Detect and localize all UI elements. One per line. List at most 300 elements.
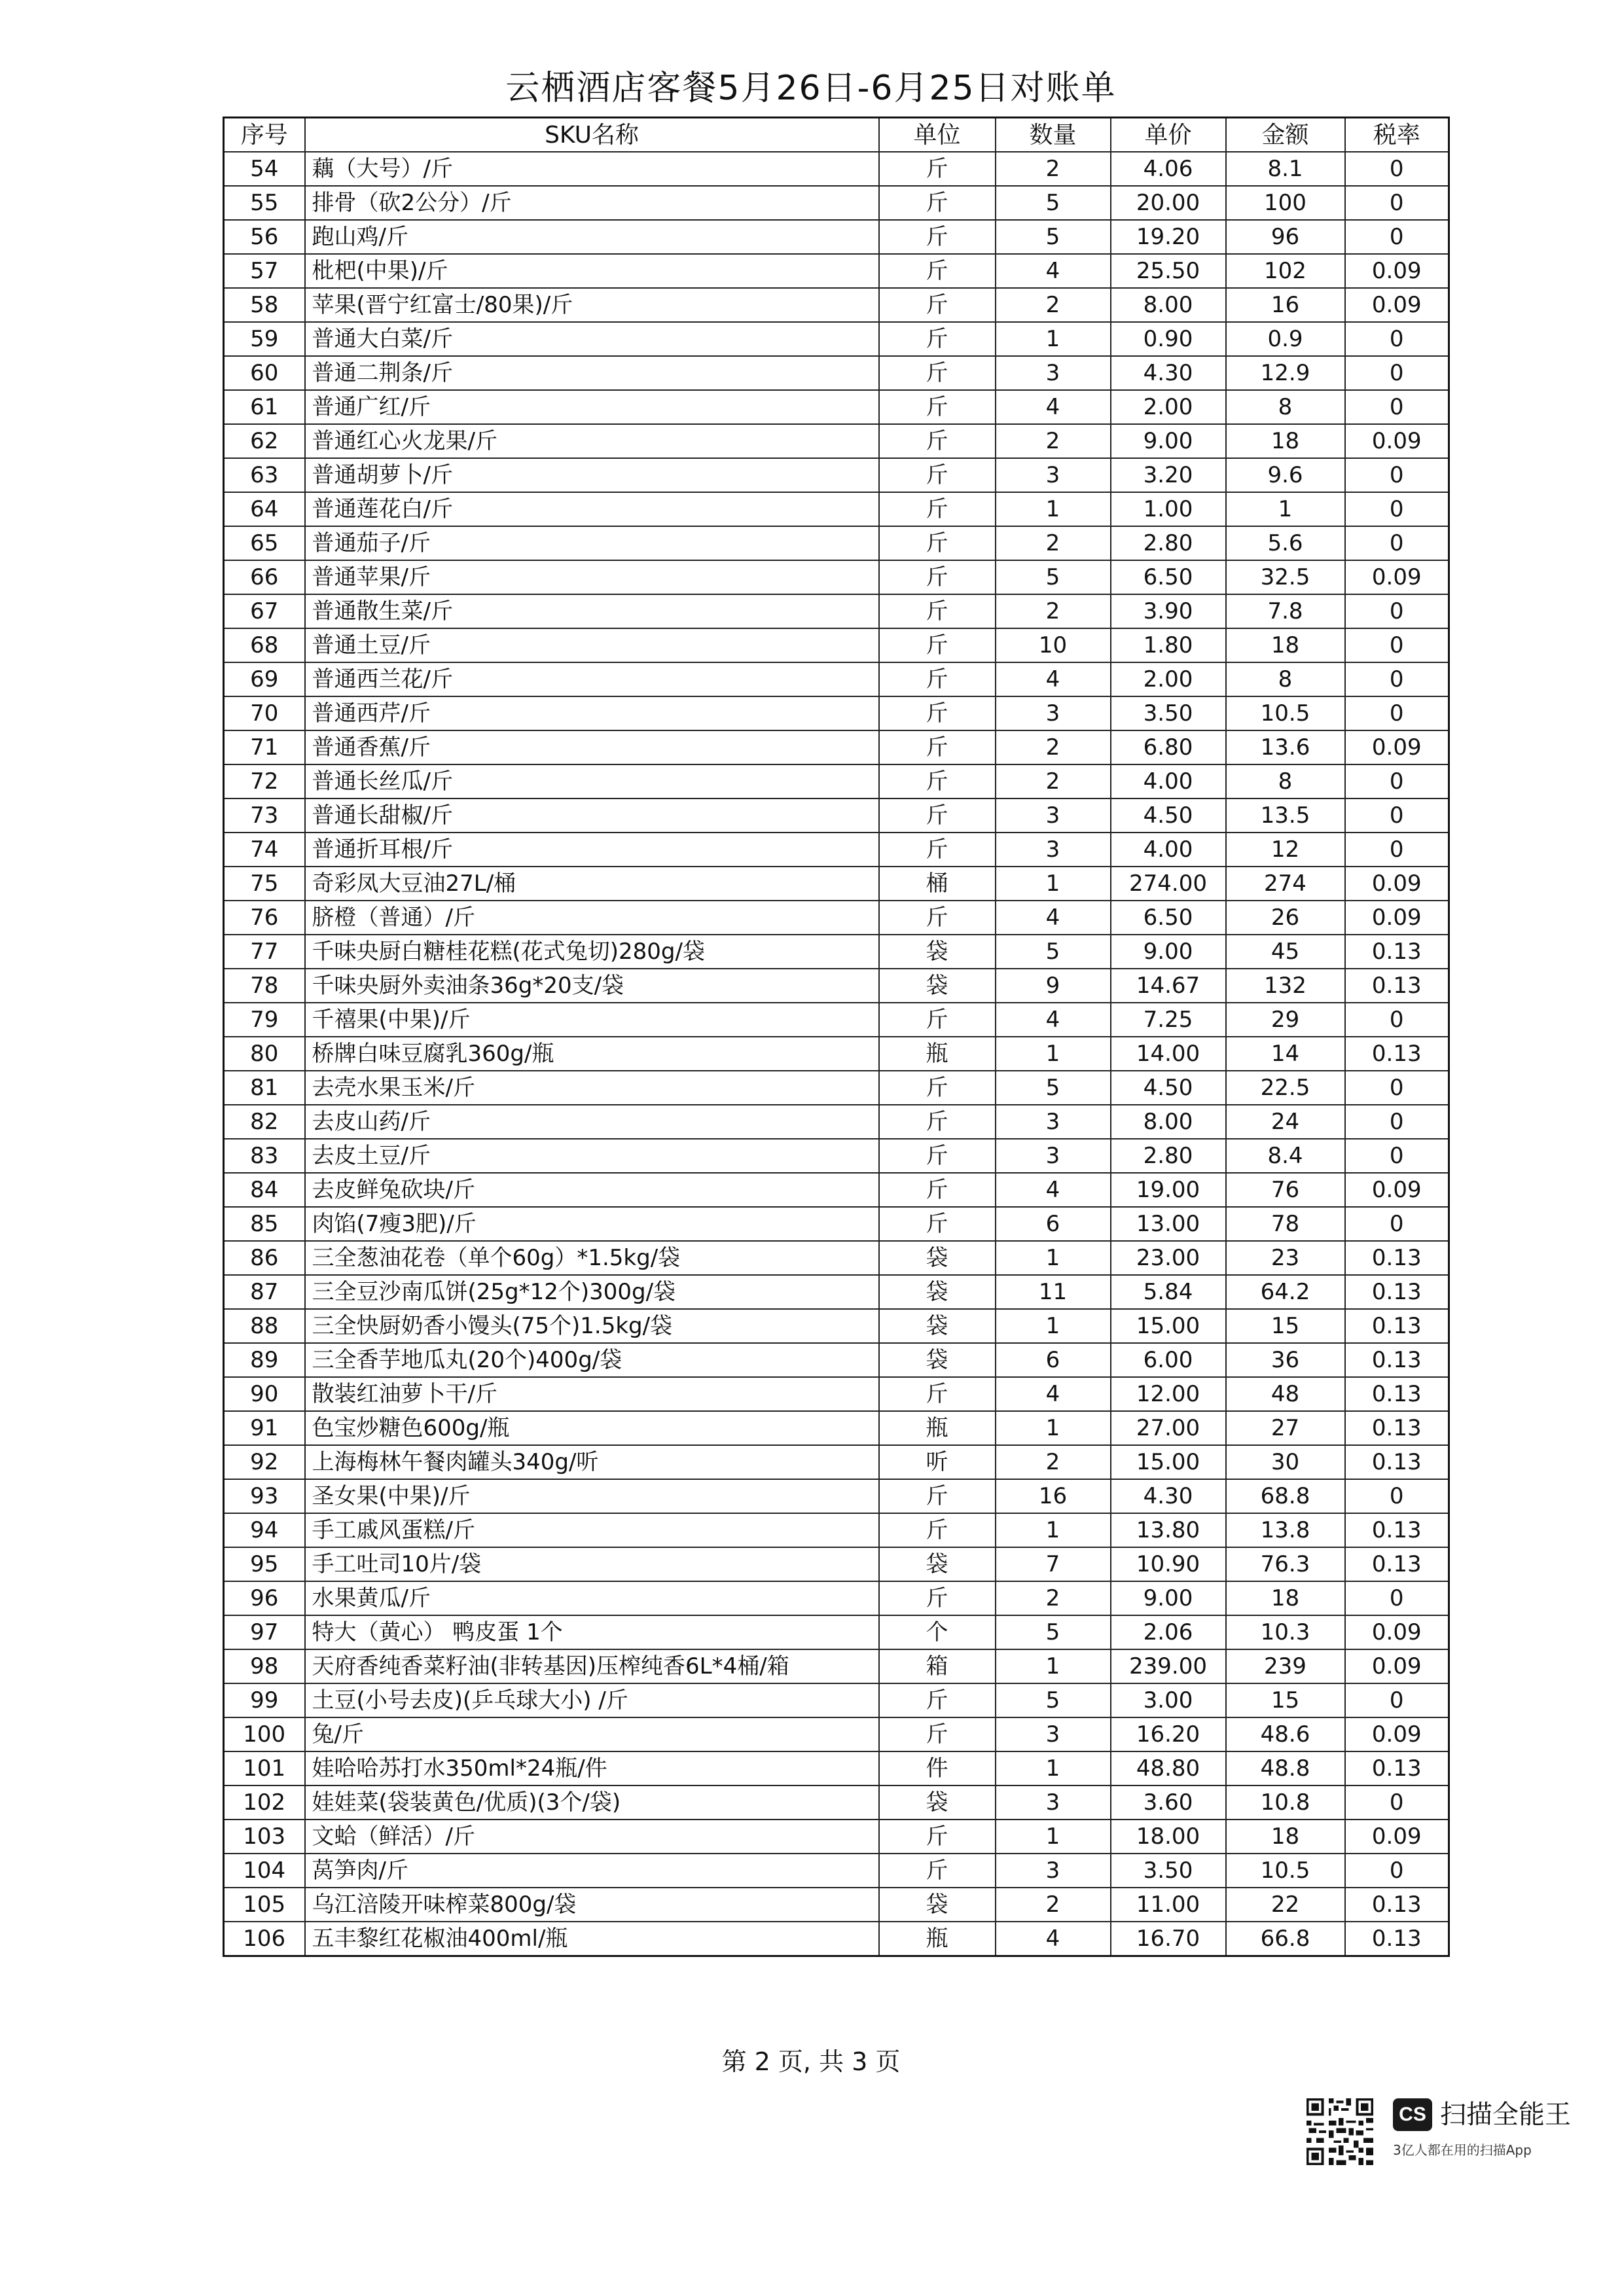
unit-price-cell: 4.30 bbox=[1111, 356, 1226, 390]
tax-rate-cell: 0 bbox=[1345, 152, 1449, 186]
amount-cell: 13.8 bbox=[1226, 1513, 1345, 1547]
unit-cell: 瓶 bbox=[879, 1411, 996, 1445]
quantity-cell: 4 bbox=[996, 662, 1111, 696]
amount-cell: 78 bbox=[1226, 1207, 1345, 1241]
tax-rate-cell: 0.09 bbox=[1345, 560, 1449, 594]
amount-cell: 76.3 bbox=[1226, 1547, 1345, 1581]
unit-cell: 件 bbox=[879, 1751, 996, 1785]
tax-rate-cell: 0.09 bbox=[1345, 1820, 1449, 1854]
quantity-cell: 4 bbox=[996, 254, 1111, 288]
quantity-cell: 1 bbox=[996, 867, 1111, 901]
quantity-cell: 1 bbox=[996, 1513, 1111, 1547]
table-row bbox=[224, 1139, 1449, 1173]
unit-price-cell: 2.80 bbox=[1111, 526, 1226, 560]
amount-cell: 239 bbox=[1226, 1649, 1345, 1683]
table-row bbox=[224, 254, 1449, 288]
amount-cell: 45 bbox=[1226, 935, 1345, 969]
unit-cell: 斤 bbox=[879, 220, 996, 254]
amount-cell: 10.5 bbox=[1226, 696, 1345, 730]
row-index-cell: 57 bbox=[224, 254, 305, 288]
amount-cell: 18 bbox=[1226, 424, 1345, 458]
unit-price-cell: 7.25 bbox=[1111, 1003, 1226, 1037]
quantity-cell: 2 bbox=[996, 152, 1111, 186]
sku-name-cell: 五丰黎红花椒油400ml/瓶 bbox=[305, 1922, 879, 1956]
row-index-cell: 66 bbox=[224, 560, 305, 594]
unit-price-cell: 274.00 bbox=[1111, 867, 1226, 901]
unit-price-cell: 3.50 bbox=[1111, 1854, 1226, 1888]
unit-price-cell: 6.50 bbox=[1111, 901, 1226, 935]
table-row bbox=[224, 1513, 1449, 1547]
amount-cell: 132 bbox=[1226, 969, 1345, 1003]
unit-cell: 斤 bbox=[879, 594, 996, 628]
unit-price-cell: 10.90 bbox=[1111, 1547, 1226, 1581]
table-row bbox=[224, 1888, 1449, 1922]
amount-cell: 9.6 bbox=[1226, 458, 1345, 492]
quantity-cell: 7 bbox=[996, 1547, 1111, 1581]
row-index-cell: 65 bbox=[224, 526, 305, 560]
sku-name-cell: 圣女果(中果)/斤 bbox=[305, 1479, 879, 1513]
unit-price-cell: 19.00 bbox=[1111, 1173, 1226, 1207]
amount-cell: 22 bbox=[1226, 1888, 1345, 1922]
row-index-cell: 84 bbox=[224, 1173, 305, 1207]
row-index-cell: 62 bbox=[224, 424, 305, 458]
amount-cell: 100 bbox=[1226, 186, 1345, 220]
quantity-cell: 3 bbox=[996, 1105, 1111, 1139]
sku-name-cell: 千味央厨白糖桂花糕(花式兔切)280g/袋 bbox=[305, 935, 879, 969]
sku-name-cell: 天府香纯香菜籽油(非转基因)压榨纯香6L*4桶/箱 bbox=[305, 1649, 879, 1683]
amount-cell: 96 bbox=[1226, 220, 1345, 254]
row-index-cell: 96 bbox=[224, 1581, 305, 1615]
unit-price-cell: 6.00 bbox=[1111, 1343, 1226, 1377]
row-index-cell: 58 bbox=[224, 288, 305, 322]
row-index-cell: 79 bbox=[224, 1003, 305, 1037]
quantity-cell: 5 bbox=[996, 935, 1111, 969]
unit-price-cell: 11.00 bbox=[1111, 1888, 1226, 1922]
sku-name-cell: 三全香芋地瓜丸(20个)400g/袋 bbox=[305, 1343, 879, 1377]
table-row bbox=[224, 526, 1449, 560]
sku-name-cell: 藕（大号）/斤 bbox=[305, 152, 879, 186]
table-row bbox=[224, 935, 1449, 969]
sku-name-cell: 千味央厨外卖油条36g*20支/袋 bbox=[305, 969, 879, 1003]
quantity-cell: 6 bbox=[996, 1207, 1111, 1241]
row-index-cell: 71 bbox=[224, 730, 305, 764]
tax-rate-cell: 0.13 bbox=[1345, 1241, 1449, 1275]
column-header-price: 单价 bbox=[1111, 118, 1226, 152]
sku-name-cell: 肉馅(7瘦3肥)/斤 bbox=[305, 1207, 879, 1241]
table-row bbox=[224, 1309, 1449, 1343]
row-index-cell: 74 bbox=[224, 833, 305, 867]
sku-name-cell: 土豆(小号去皮)(乒乓球大小) /斤 bbox=[305, 1683, 879, 1717]
table-row bbox=[224, 152, 1449, 186]
quantity-cell: 4 bbox=[996, 1173, 1111, 1207]
tax-rate-cell: 0 bbox=[1345, 594, 1449, 628]
row-index-cell: 81 bbox=[224, 1071, 305, 1105]
tax-rate-cell: 0.09 bbox=[1345, 1173, 1449, 1207]
table-row bbox=[224, 1275, 1449, 1309]
tax-rate-cell: 0 bbox=[1345, 1785, 1449, 1820]
unit-cell: 瓶 bbox=[879, 1922, 996, 1956]
tax-rate-cell: 0 bbox=[1345, 764, 1449, 798]
tax-rate-cell: 0 bbox=[1345, 1139, 1449, 1173]
amount-cell: 68.8 bbox=[1226, 1479, 1345, 1513]
quantity-cell: 2 bbox=[996, 1445, 1111, 1479]
amount-cell: 29 bbox=[1226, 1003, 1345, 1037]
quantity-cell: 2 bbox=[996, 730, 1111, 764]
quantity-cell: 3 bbox=[996, 356, 1111, 390]
unit-cell: 斤 bbox=[879, 526, 996, 560]
table-row bbox=[224, 1854, 1449, 1888]
amount-cell: 12.9 bbox=[1226, 356, 1345, 390]
quantity-cell: 5 bbox=[996, 1071, 1111, 1105]
table-row bbox=[224, 390, 1449, 424]
tax-rate-cell: 0.13 bbox=[1345, 1922, 1449, 1956]
unit-price-cell: 3.90 bbox=[1111, 594, 1226, 628]
tax-rate-cell: 0.13 bbox=[1345, 1751, 1449, 1785]
tax-rate-cell: 0 bbox=[1345, 1105, 1449, 1139]
unit-price-cell: 13.00 bbox=[1111, 1207, 1226, 1241]
table-row bbox=[224, 1241, 1449, 1275]
tax-rate-cell: 0 bbox=[1345, 1581, 1449, 1615]
row-index-cell: 85 bbox=[224, 1207, 305, 1241]
sku-name-cell: 普通长丝瓜/斤 bbox=[305, 764, 879, 798]
unit-price-cell: 27.00 bbox=[1111, 1411, 1226, 1445]
tax-rate-cell: 0 bbox=[1345, 1479, 1449, 1513]
unit-price-cell: 6.50 bbox=[1111, 560, 1226, 594]
table-row bbox=[224, 1581, 1449, 1615]
sku-name-cell: 脐橙（普通）/斤 bbox=[305, 901, 879, 935]
unit-cell: 斤 bbox=[879, 1717, 996, 1751]
table-row bbox=[224, 1751, 1449, 1785]
quantity-cell: 5 bbox=[996, 1683, 1111, 1717]
row-index-cell: 99 bbox=[224, 1683, 305, 1717]
sku-name-cell: 文蛤（鲜活）/斤 bbox=[305, 1820, 879, 1854]
row-index-cell: 60 bbox=[224, 356, 305, 390]
unit-cell: 斤 bbox=[879, 288, 996, 322]
quantity-cell: 2 bbox=[996, 288, 1111, 322]
amount-cell: 13.6 bbox=[1226, 730, 1345, 764]
unit-cell: 袋 bbox=[879, 1241, 996, 1275]
row-index-cell: 80 bbox=[224, 1037, 305, 1071]
unit-price-cell: 2.00 bbox=[1111, 662, 1226, 696]
sku-name-cell: 去皮土豆/斤 bbox=[305, 1139, 879, 1173]
unit-price-cell: 8.00 bbox=[1111, 288, 1226, 322]
row-index-cell: 83 bbox=[224, 1139, 305, 1173]
row-index-cell: 94 bbox=[224, 1513, 305, 1547]
table-row bbox=[224, 186, 1449, 220]
quantity-cell: 2 bbox=[996, 1888, 1111, 1922]
unit-cell: 斤 bbox=[879, 186, 996, 220]
amount-cell: 8 bbox=[1226, 662, 1345, 696]
unit-cell: 斤 bbox=[879, 798, 996, 833]
document-title: 云栖酒店客餐5月26日-6月25日对账单 bbox=[505, 69, 1117, 108]
unit-price-cell: 12.00 bbox=[1111, 1377, 1226, 1411]
unit-price-cell: 25.50 bbox=[1111, 254, 1226, 288]
quantity-cell: 4 bbox=[996, 901, 1111, 935]
amount-cell: 8.1 bbox=[1226, 152, 1345, 186]
sku-name-cell: 普通莲花白/斤 bbox=[305, 492, 879, 526]
row-index-cell: 100 bbox=[224, 1717, 305, 1751]
tax-rate-cell: 0.09 bbox=[1345, 867, 1449, 901]
quantity-cell: 4 bbox=[996, 1377, 1111, 1411]
table-row bbox=[224, 560, 1449, 594]
tax-rate-cell: 0 bbox=[1345, 390, 1449, 424]
unit-price-cell: 4.30 bbox=[1111, 1479, 1226, 1513]
sku-name-cell: 水果黄瓜/斤 bbox=[305, 1581, 879, 1615]
quantity-cell: 2 bbox=[996, 526, 1111, 560]
unit-price-cell: 19.20 bbox=[1111, 220, 1226, 254]
tax-rate-cell: 0.13 bbox=[1345, 1037, 1449, 1071]
unit-price-cell: 20.00 bbox=[1111, 186, 1226, 220]
table-row bbox=[224, 867, 1449, 901]
tax-rate-cell: 0.09 bbox=[1345, 1717, 1449, 1751]
column-header-amount: 金额 bbox=[1226, 118, 1345, 152]
table-row bbox=[224, 1683, 1449, 1717]
table-body bbox=[224, 152, 1449, 1956]
unit-cell: 斤 bbox=[879, 1173, 996, 1207]
quantity-cell: 2 bbox=[996, 424, 1111, 458]
unit-cell: 斤 bbox=[879, 560, 996, 594]
table-row bbox=[224, 1037, 1449, 1071]
unit-cell: 斤 bbox=[879, 833, 996, 867]
unit-price-cell: 1.80 bbox=[1111, 628, 1226, 662]
tax-rate-cell: 0 bbox=[1345, 526, 1449, 560]
quantity-cell: 4 bbox=[996, 1922, 1111, 1956]
unit-price-cell: 14.67 bbox=[1111, 969, 1226, 1003]
amount-cell: 23 bbox=[1226, 1241, 1345, 1275]
tax-rate-cell: 0.09 bbox=[1345, 288, 1449, 322]
sku-name-cell: 跑山鸡/斤 bbox=[305, 220, 879, 254]
tax-rate-cell: 0.13 bbox=[1345, 1445, 1449, 1479]
table-row bbox=[224, 458, 1449, 492]
table-row bbox=[224, 220, 1449, 254]
amount-cell: 48.8 bbox=[1226, 1751, 1345, 1785]
tax-rate-cell: 0 bbox=[1345, 1003, 1449, 1037]
unit-price-cell: 3.20 bbox=[1111, 458, 1226, 492]
qr-code-icon bbox=[1304, 2096, 1376, 2168]
amount-cell: 66.8 bbox=[1226, 1922, 1345, 1956]
unit-cell: 斤 bbox=[879, 1071, 996, 1105]
row-index-cell: 75 bbox=[224, 867, 305, 901]
quantity-cell: 1 bbox=[996, 1037, 1111, 1071]
camscanner-logo: CS bbox=[1393, 2098, 1432, 2131]
sku-name-cell: 娃哈哈苏打水350ml*24瓶/件 bbox=[305, 1751, 879, 1785]
tax-rate-cell: 0 bbox=[1345, 1207, 1449, 1241]
table-row bbox=[224, 696, 1449, 730]
amount-cell: 27 bbox=[1226, 1411, 1345, 1445]
quantity-cell: 1 bbox=[996, 1411, 1111, 1445]
unit-cell: 斤 bbox=[879, 1207, 996, 1241]
bill-table bbox=[223, 117, 1450, 1957]
amount-cell: 15 bbox=[1226, 1683, 1345, 1717]
sku-name-cell: 去壳水果玉米/斤 bbox=[305, 1071, 879, 1105]
table-row bbox=[224, 1207, 1449, 1241]
quantity-cell: 3 bbox=[996, 1854, 1111, 1888]
tax-rate-cell: 0.13 bbox=[1345, 1309, 1449, 1343]
tax-rate-cell: 0.13 bbox=[1345, 1547, 1449, 1581]
unit-price-cell: 5.84 bbox=[1111, 1275, 1226, 1309]
sku-name-cell: 普通西兰花/斤 bbox=[305, 662, 879, 696]
unit-cell: 袋 bbox=[879, 1309, 996, 1343]
row-index-cell: 105 bbox=[224, 1888, 305, 1922]
table-row bbox=[224, 1547, 1449, 1581]
amount-cell: 13.5 bbox=[1226, 798, 1345, 833]
quantity-cell: 5 bbox=[996, 560, 1111, 594]
tax-rate-cell: 0.09 bbox=[1345, 1615, 1449, 1649]
unit-price-cell: 9.00 bbox=[1111, 424, 1226, 458]
row-index-cell: 98 bbox=[224, 1649, 305, 1683]
table-row bbox=[224, 1003, 1449, 1037]
unit-cell: 斤 bbox=[879, 1377, 996, 1411]
unit-cell: 斤 bbox=[879, 152, 996, 186]
unit-cell: 袋 bbox=[879, 1888, 996, 1922]
column-header-tax-rate: 税率 bbox=[1345, 118, 1449, 152]
row-index-cell: 68 bbox=[224, 628, 305, 662]
row-index-cell: 78 bbox=[224, 969, 305, 1003]
row-index-cell: 88 bbox=[224, 1309, 305, 1343]
table-row bbox=[224, 901, 1449, 935]
row-index-cell: 90 bbox=[224, 1377, 305, 1411]
quantity-cell: 3 bbox=[996, 833, 1111, 867]
unit-price-cell: 3.60 bbox=[1111, 1785, 1226, 1820]
sku-name-cell: 普通折耳根/斤 bbox=[305, 833, 879, 867]
table-row bbox=[224, 356, 1449, 390]
tax-rate-cell: 0 bbox=[1345, 628, 1449, 662]
unit-cell: 斤 bbox=[879, 1003, 996, 1037]
row-index-cell: 77 bbox=[224, 935, 305, 969]
unit-price-cell: 2.80 bbox=[1111, 1139, 1226, 1173]
sku-name-cell: 手工吐司10片/袋 bbox=[305, 1547, 879, 1581]
sku-name-cell: 去皮山药/斤 bbox=[305, 1105, 879, 1139]
sku-name-cell: 普通西芹/斤 bbox=[305, 696, 879, 730]
quantity-cell: 6 bbox=[996, 1343, 1111, 1377]
quantity-cell: 2 bbox=[996, 1581, 1111, 1615]
table-row bbox=[224, 1649, 1449, 1683]
sku-name-cell: 三全豆沙南瓜饼(25g*12个)300g/袋 bbox=[305, 1275, 879, 1309]
tax-rate-cell: 0 bbox=[1345, 833, 1449, 867]
amount-cell: 12 bbox=[1226, 833, 1345, 867]
quantity-cell: 3 bbox=[996, 798, 1111, 833]
row-index-cell: 54 bbox=[224, 152, 305, 186]
unit-price-cell: 15.00 bbox=[1111, 1445, 1226, 1479]
table-row bbox=[224, 288, 1449, 322]
tax-rate-cell: 0 bbox=[1345, 1854, 1449, 1888]
table-row bbox=[224, 1173, 1449, 1207]
table-row bbox=[224, 1615, 1449, 1649]
table-row bbox=[224, 1717, 1449, 1751]
tax-rate-cell: 0.09 bbox=[1345, 254, 1449, 288]
page-footer: 第 2 页, 共 3 页 bbox=[721, 2047, 901, 2076]
amount-cell: 24 bbox=[1226, 1105, 1345, 1139]
unit-cell: 斤 bbox=[879, 322, 996, 356]
tax-rate-cell: 0 bbox=[1345, 798, 1449, 833]
table-row bbox=[224, 1105, 1449, 1139]
amount-cell: 102 bbox=[1226, 254, 1345, 288]
sku-name-cell: 普通散生菜/斤 bbox=[305, 594, 879, 628]
row-index-cell: 89 bbox=[224, 1343, 305, 1377]
amount-cell: 10.5 bbox=[1226, 1854, 1345, 1888]
amount-cell: 18 bbox=[1226, 1820, 1345, 1854]
tax-rate-cell: 0.13 bbox=[1345, 1888, 1449, 1922]
tax-rate-cell: 0 bbox=[1345, 662, 1449, 696]
tax-rate-cell: 0.13 bbox=[1345, 1275, 1449, 1309]
unit-cell: 斤 bbox=[879, 424, 996, 458]
unit-cell: 听 bbox=[879, 1445, 996, 1479]
table-row bbox=[224, 969, 1449, 1003]
amount-cell: 18 bbox=[1226, 1581, 1345, 1615]
sku-name-cell: 乌江涪陵开味榨菜800g/袋 bbox=[305, 1888, 879, 1922]
sku-name-cell: 普通茄子/斤 bbox=[305, 526, 879, 560]
tax-rate-cell: 0.13 bbox=[1345, 935, 1449, 969]
sku-name-cell: 普通香蕉/斤 bbox=[305, 730, 879, 764]
row-index-cell: 82 bbox=[224, 1105, 305, 1139]
unit-cell: 袋 bbox=[879, 1343, 996, 1377]
app-slogan: 3亿人都在用的扫描App bbox=[1393, 2142, 1532, 2158]
unit-cell: 瓶 bbox=[879, 1037, 996, 1071]
unit-price-cell: 4.50 bbox=[1111, 798, 1226, 833]
sku-name-cell: 排骨（砍2公分）/斤 bbox=[305, 186, 879, 220]
unit-cell: 斤 bbox=[879, 254, 996, 288]
amount-cell: 48.6 bbox=[1226, 1717, 1345, 1751]
unit-cell: 斤 bbox=[879, 1581, 996, 1615]
unit-cell: 个 bbox=[879, 1615, 996, 1649]
unit-price-cell: 15.00 bbox=[1111, 1309, 1226, 1343]
tax-rate-cell: 0 bbox=[1345, 696, 1449, 730]
unit-price-cell: 16.20 bbox=[1111, 1717, 1226, 1751]
unit-price-cell: 4.06 bbox=[1111, 152, 1226, 186]
quantity-cell: 1 bbox=[996, 492, 1111, 526]
table-row bbox=[224, 662, 1449, 696]
amount-cell: 8 bbox=[1226, 390, 1345, 424]
quantity-cell: 1 bbox=[996, 1820, 1111, 1854]
tax-rate-cell: 0 bbox=[1345, 186, 1449, 220]
table-row bbox=[224, 1343, 1449, 1377]
amount-cell: 26 bbox=[1226, 901, 1345, 935]
amount-cell: 15 bbox=[1226, 1309, 1345, 1343]
tax-rate-cell: 0 bbox=[1345, 458, 1449, 492]
table-row bbox=[224, 424, 1449, 458]
unit-cell: 斤 bbox=[879, 730, 996, 764]
amount-cell: 30 bbox=[1226, 1445, 1345, 1479]
row-index-cell: 59 bbox=[224, 322, 305, 356]
unit-price-cell: 3.00 bbox=[1111, 1683, 1226, 1717]
amount-cell: 18 bbox=[1226, 628, 1345, 662]
row-index-cell: 55 bbox=[224, 186, 305, 220]
quantity-cell: 2 bbox=[996, 594, 1111, 628]
unit-cell: 斤 bbox=[879, 492, 996, 526]
table-row bbox=[224, 1377, 1449, 1411]
quantity-cell: 9 bbox=[996, 969, 1111, 1003]
unit-price-cell: 9.00 bbox=[1111, 1581, 1226, 1615]
quantity-cell: 5 bbox=[996, 1615, 1111, 1649]
table-row bbox=[224, 1071, 1449, 1105]
amount-cell: 8.4 bbox=[1226, 1139, 1345, 1173]
quantity-cell: 3 bbox=[996, 696, 1111, 730]
sku-name-cell: 普通长甜椒/斤 bbox=[305, 798, 879, 833]
unit-cell: 斤 bbox=[879, 1139, 996, 1173]
sku-name-cell: 普通二荆条/斤 bbox=[305, 356, 879, 390]
row-index-cell: 86 bbox=[224, 1241, 305, 1275]
app-name: 扫描全能王 bbox=[1440, 2100, 1571, 2130]
unit-cell: 袋 bbox=[879, 969, 996, 1003]
table-row bbox=[224, 492, 1449, 526]
table-row bbox=[224, 1785, 1449, 1820]
tax-rate-cell: 0 bbox=[1345, 1683, 1449, 1717]
unit-price-cell: 9.00 bbox=[1111, 935, 1226, 969]
row-index-cell: 95 bbox=[224, 1547, 305, 1581]
unit-price-cell: 16.70 bbox=[1111, 1922, 1226, 1956]
sku-name-cell: 普通广红/斤 bbox=[305, 390, 879, 424]
quantity-cell: 3 bbox=[996, 1139, 1111, 1173]
